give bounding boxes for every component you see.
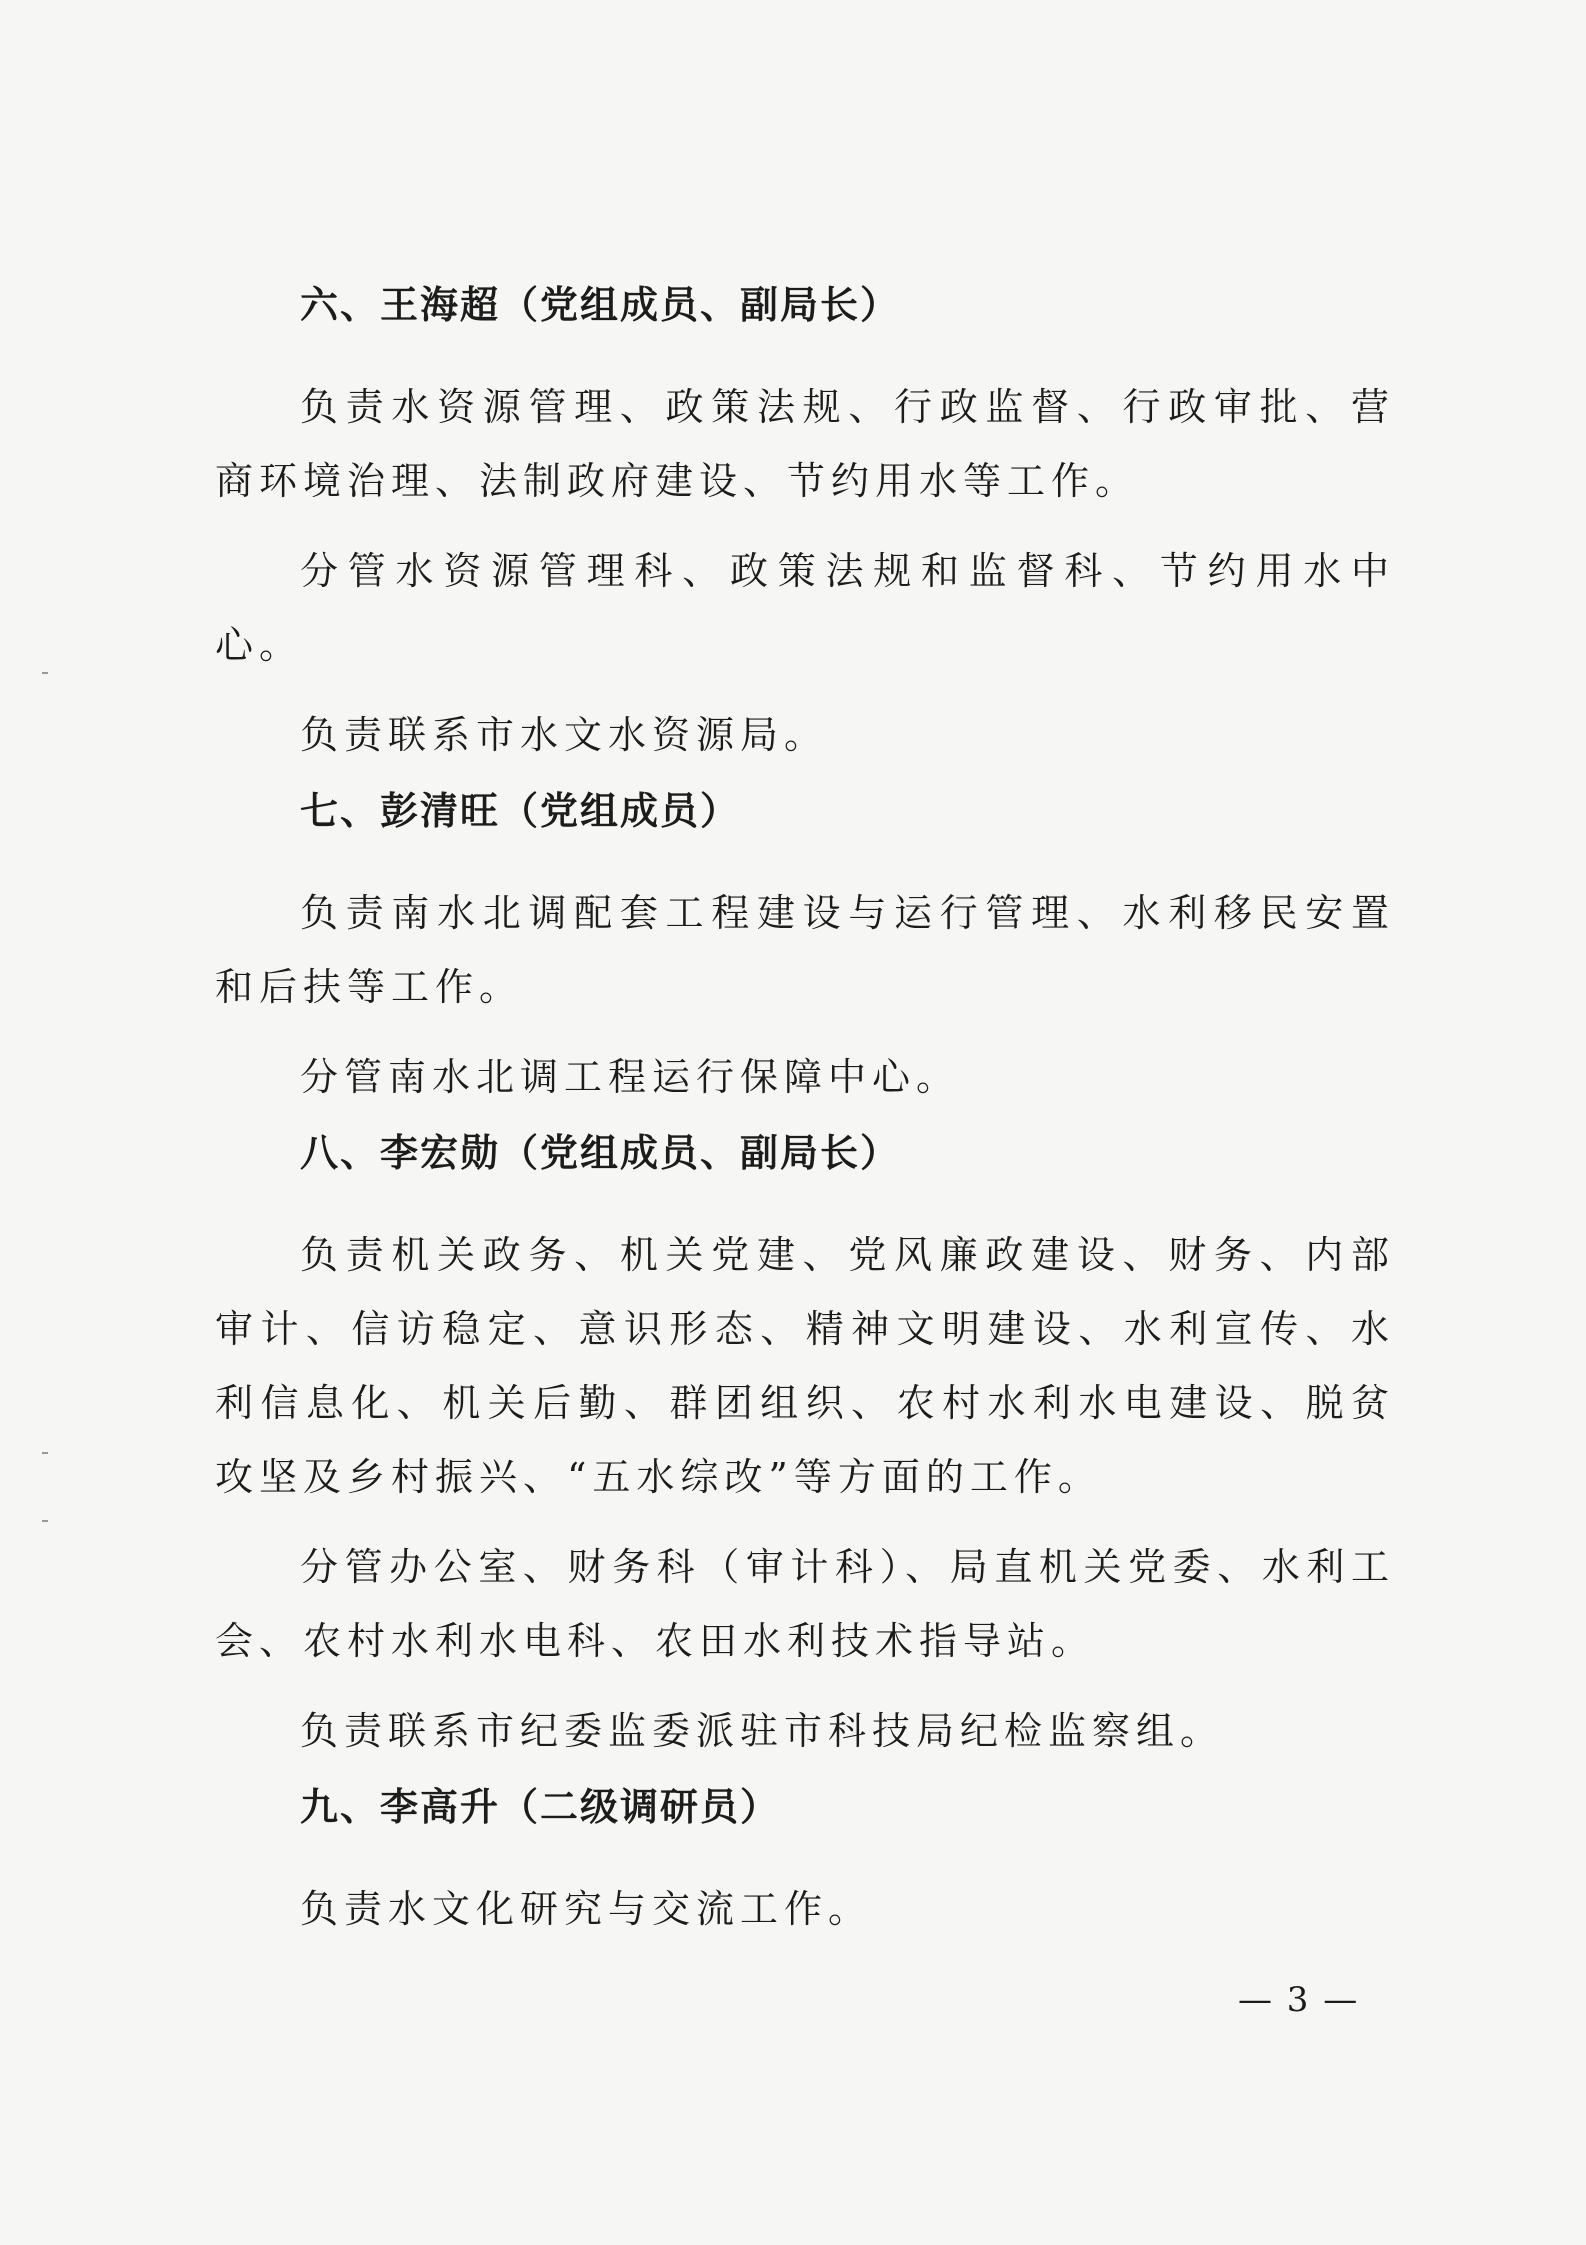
supervision-paragraph: 分管南水北调工程运行保障中心。	[300, 1055, 961, 1099]
scan-edge-mark	[42, 1452, 48, 1454]
section-li-hongxun	[215, 1130, 1395, 1768]
section-heading: 七、彭清旺（党组成员）	[300, 789, 741, 833]
duty-paragraph: 负责水文化研究与交流工作。	[300, 1887, 873, 1931]
scan-edge-mark	[42, 672, 48, 674]
liaison-paragraph: 负责联系市纪委监委派驻市科技局纪检监察组。	[300, 1709, 1225, 1753]
page-number: — 3 —	[1238, 1980, 1360, 2020]
supervision-paragraph: 分管办公室、财务科（审计科）、局直机关党委、水利工会、农村水利水电科、农田水利技术指导站。	[215, 1545, 1395, 1663]
section-heading: 八、李宏勋（党组成员、副局长）	[300, 1131, 901, 1175]
section-heading: 六、王海超（党组成员、副局长）	[300, 283, 901, 327]
liaison-paragraph: 负责联系市水文水资源局。	[300, 713, 829, 757]
supervision-paragraph: 分管水资源管理科、政策法规和监督科、节约用水中心。	[215, 549, 1395, 667]
section-peng-qingwang	[215, 788, 1395, 1114]
duty-paragraph: 负责机关政务、机关党建、党风廉政建设、财务、内部审计、信访稳定、意识形态、精神文明建设、水利宣传、水利信息化、机关后勤、群团组织、农村水利水电建设、脱贫攻坚及乡村振兴、“五水综改”等方面的工作。	[215, 1233, 1395, 1499]
section-heading: 九、李高升（二级调研员）	[300, 1785, 781, 1829]
scan-edge-mark	[42, 1520, 48, 1522]
document-body	[215, 282, 1395, 1962]
duty-paragraph: 负责南水北调配套工程建设与运行管理、水利移民安置和后扶等工作。	[215, 891, 1395, 1009]
section-wang-haichao	[215, 282, 1395, 772]
duty-paragraph: 负责水资源管理、政策法规、行政监督、行政审批、营商环境治理、法制政府建设、节约用水等工作。	[215, 385, 1395, 503]
section-li-gaosheng	[215, 1784, 1395, 1946]
